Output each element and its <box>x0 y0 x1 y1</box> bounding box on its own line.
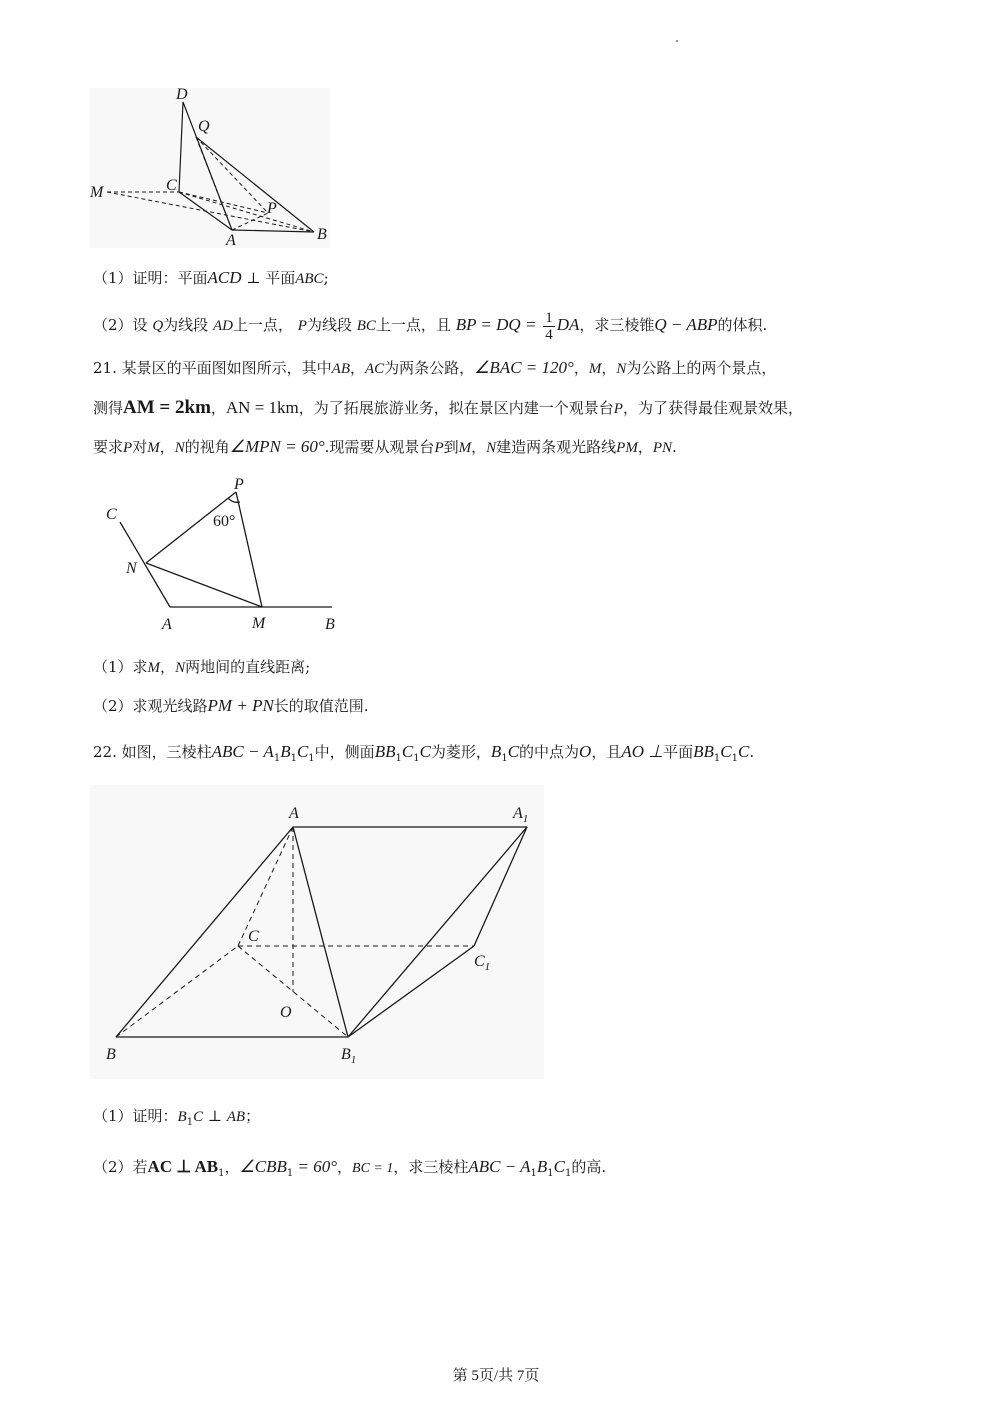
label-A1: $A_1$ <box>513 805 529 825</box>
label-B1: $B_1$ <box>341 1046 357 1066</box>
q21-line1: 21. 某景区的平面图如图所示，其中AB，AC为两条公路，∠BAC = 120°，M，N为公路上的两个景点， <box>93 358 777 377</box>
label-A: A <box>226 232 236 249</box>
q22-part1: （1）证明：$B_1C$ ⊥ AB； <box>93 1107 261 1128</box>
page-footer: 第 5页/共 7页 <box>452 1368 540 1384</box>
q21-part2: （2）求观光线路PM + PN长的取值范围. <box>93 696 369 715</box>
q20-part1: （1）证明：平面ACD ⊥ 平面ABC; <box>93 268 329 287</box>
label-B: B <box>106 1046 116 1063</box>
q22-part2: （2）若AC ⊥ $AB_1$，$\angle CBB_1 = 60^\circ$，BC = 1，求三棱柱ABC − $A_1B_1C_1$的高. <box>93 1157 607 1179</box>
label-B: B <box>317 226 327 243</box>
q21-part1: （1）求M，N两地间的直线距离; <box>93 658 311 676</box>
label-C1: $C_1$ <box>474 953 491 973</box>
figure-q21-plan <box>100 470 360 635</box>
figure-q20-pyramid <box>86 84 336 254</box>
label-B: B <box>325 616 335 633</box>
label-D: D <box>176 86 188 103</box>
label-O: O <box>280 1004 292 1021</box>
label-A: A <box>289 805 299 822</box>
label-N: N <box>126 560 137 577</box>
q22-line1: 22. 如图，三棱柱ABC − $A_1B_1C_1$中，侧面$BB_1C_1C$为菱形，$B_1C$的中点为O，且AO ⊥平面$BB_1C_1C$. <box>93 742 755 764</box>
label-A: A <box>162 616 172 633</box>
label-M: M <box>90 184 104 201</box>
q21-line2: 测得AM = 2km，AN = 1km，为了拓展旅游业务，拟在景区内建一个观景台P，为了获得最佳观景效果， <box>93 397 803 418</box>
label-P: P <box>267 200 277 217</box>
label-C: C <box>248 928 259 945</box>
fraction-one-quarter: $\frac{1}{4}$ <box>545 309 553 343</box>
speck <box>676 40 678 42</box>
label-P: P <box>234 476 244 493</box>
label-M: M <box>252 615 266 632</box>
label-C: C <box>166 177 177 194</box>
label-angle-60: 60° <box>213 513 236 530</box>
q21-line3: 要求P对M，N的视角∠MPN = 60°.现需要从观景台P到M，N建造两条观光路线PM，PN. <box>93 437 677 456</box>
label-Q: Q <box>198 118 210 135</box>
figure-q22-prism <box>88 782 548 1082</box>
q20-part2: （2）设 Q为线段 AD上一点， P为线段 BC上一点，且 BP = DQ = $\frac{1}{4}$ DA，求三棱锥Q − ABP的体积. <box>93 309 768 343</box>
label-C: C <box>106 506 117 523</box>
